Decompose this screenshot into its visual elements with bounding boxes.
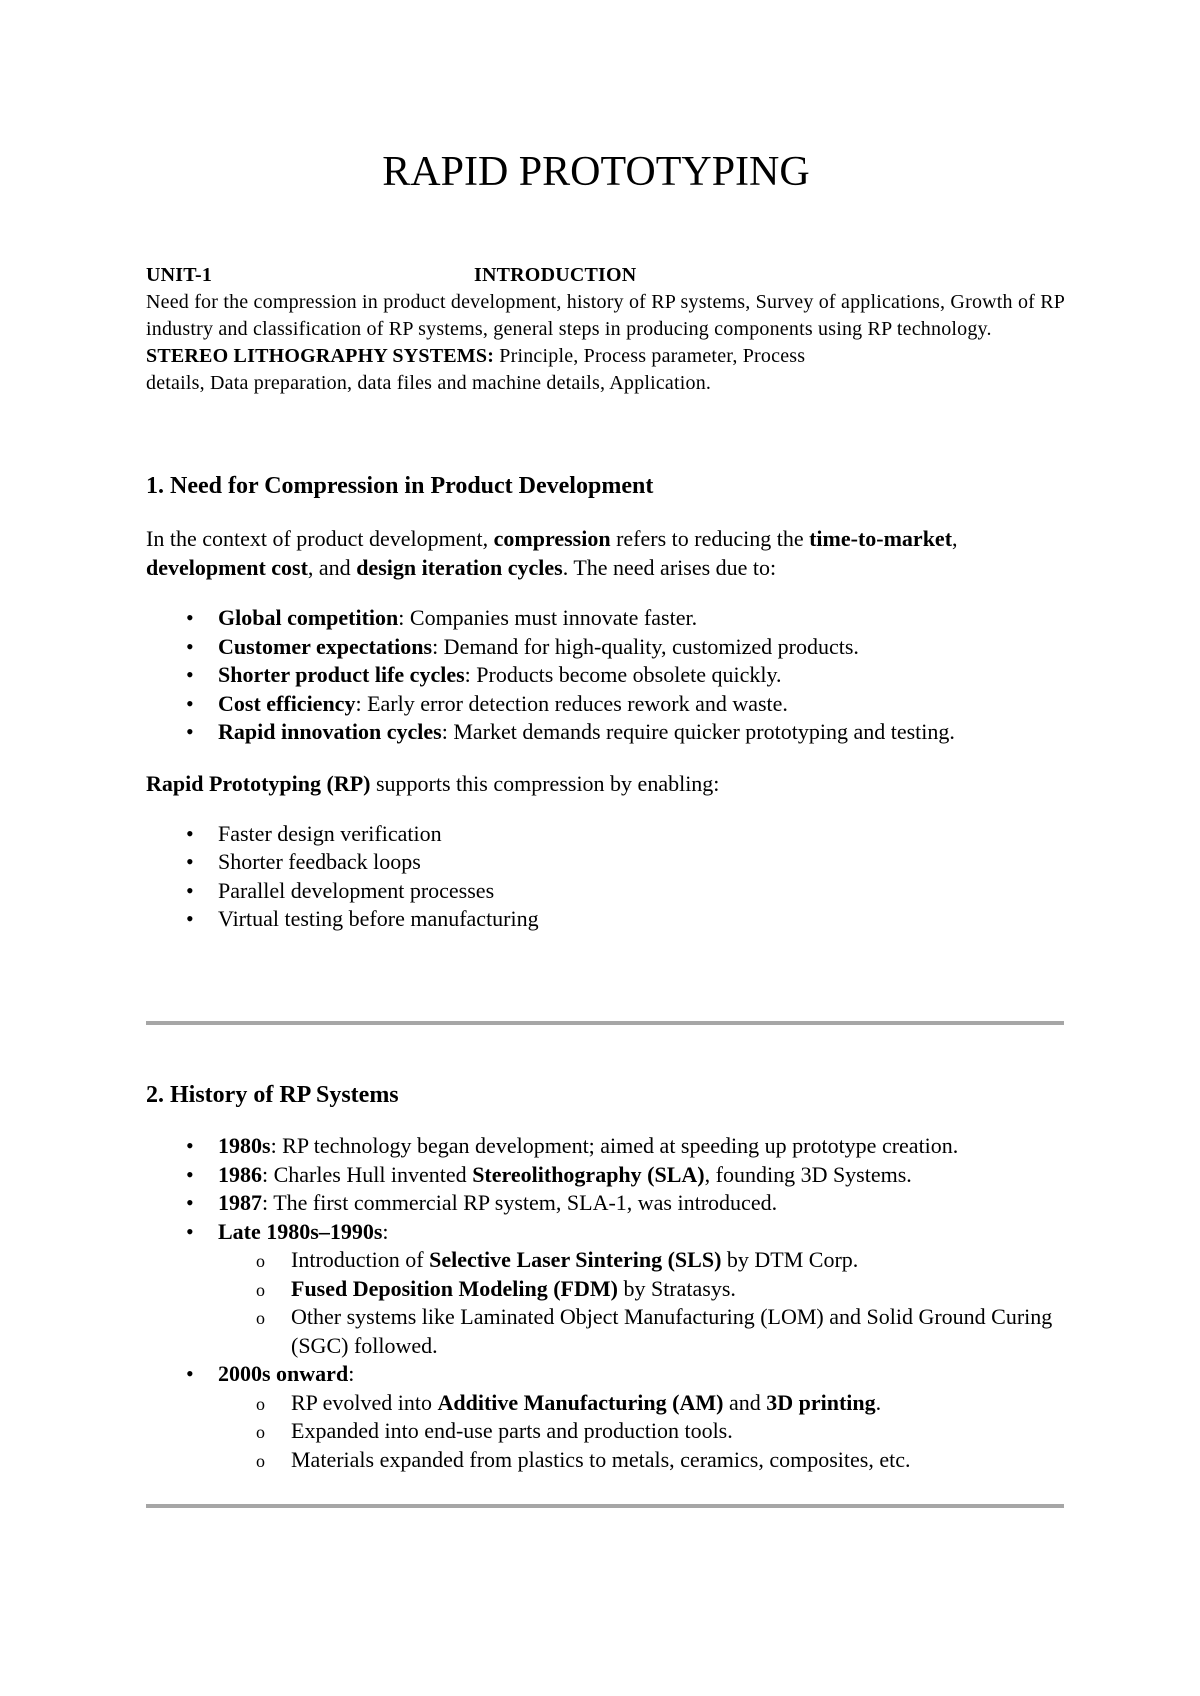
bullet-icon: • (186, 662, 194, 687)
bullet-icon: • (186, 1190, 194, 1215)
item-text: : Products become obsolete quickly. (464, 662, 782, 687)
bullet-icon: • (186, 849, 194, 874)
horizontal-rule (146, 1504, 1064, 1508)
item-bold: 1980s (218, 1133, 271, 1158)
item-text: Shorter feedback loops (218, 849, 421, 874)
bullet-icon: • (186, 820, 194, 846)
document-title: RAPID PROTOTYPING (382, 149, 810, 195)
stereo-lithography-line (146, 343, 1106, 370)
unit-header (146, 262, 1106, 289)
item-text: by Stratasys. (617, 1275, 736, 1301)
item-text: Faster design verification (218, 820, 442, 846)
list-item (146, 877, 1076, 906)
bullet-icon: • (186, 1218, 194, 1244)
item-text: Other systems like Laminated Object Manufacturing (LOM) and Solid Ground Curing (SGC) followed. (291, 1304, 1053, 1358)
sub-list-item (146, 1446, 1076, 1475)
item-bold: Selective Laser Sintering (SLS) (429, 1247, 722, 1272)
intro-bold: development cost (146, 555, 308, 580)
sub-list-item (146, 1389, 1076, 1418)
item-text: , founding 3D Systems. (704, 1161, 912, 1187)
unit-label: UNIT-1 (146, 264, 213, 286)
list-item (146, 1360, 1076, 1389)
intro-bold: compression (493, 526, 611, 551)
sub-bullet-icon: o (256, 1422, 265, 1442)
item-text: : The first commercial RP system, SLA-1, was introduced. (262, 1190, 778, 1215)
section-history-of-rp (146, 1080, 1076, 1474)
sub-list-item (146, 1303, 1076, 1360)
section-heading: 2. History of RP Systems (146, 1082, 399, 1108)
list-item (146, 848, 1076, 877)
rp-intro (146, 769, 1076, 798)
bullet-icon: • (186, 906, 194, 931)
item-text: Materials expanded from plastics to metals, ceramics, composites, etc. (291, 1446, 911, 1472)
section-need-for-compression (146, 471, 1076, 934)
sub-bullet-icon: o (256, 1393, 265, 1414)
section-heading: 1. Need for Compression in Product Development (146, 473, 654, 499)
item-text: : Market demands require quicker prototyping and testing. (441, 719, 955, 744)
bullet-icon: • (186, 1133, 194, 1158)
list-item (146, 820, 1076, 849)
item-bold: 1986 (218, 1161, 262, 1187)
bullet-icon: • (186, 1361, 194, 1386)
sub-bullet-icon: o (256, 1450, 265, 1471)
item-text: : Early error detection reduces rework and waste. (355, 690, 788, 716)
item-text: : (348, 1361, 355, 1386)
item-bold: Cost efficiency (218, 690, 356, 716)
item-bold: Customer expectations (218, 633, 433, 659)
item-text: Introduction of (291, 1247, 430, 1272)
intro-text: , and (307, 555, 357, 580)
history-list (146, 1132, 1076, 1246)
list-item (146, 718, 1076, 747)
2000s-sublist (146, 1389, 1076, 1475)
intro-text: . The need arises due to: (562, 555, 777, 580)
history-list-continued (146, 1360, 1076, 1389)
section-intro (146, 524, 1076, 582)
stereo-lithography-line-2: details, Data preparation, data files and machine details, Application. (146, 372, 712, 394)
list-item (146, 633, 1076, 662)
item-bold: 2000s onward (218, 1361, 349, 1386)
rp-bold: Rapid Prototyping (RP) (146, 770, 371, 796)
item-bold: Rapid innovation cycles (218, 719, 442, 744)
sub-bullet-icon: o (256, 1279, 265, 1300)
item-text: : (382, 1218, 389, 1244)
bullet-icon: • (186, 1161, 194, 1187)
list-item (146, 1161, 1076, 1190)
item-bold: Stereolithography (SLA) (472, 1161, 705, 1187)
stereo-text: Principle, Process parameter, Process (494, 345, 806, 367)
item-text: and (723, 1389, 767, 1415)
item-text: Virtual testing before manufacturing (218, 906, 539, 931)
item-bold: Additive Manufacturing (AM) (437, 1389, 724, 1415)
intro-bold: design iteration cycles (356, 555, 563, 580)
sub-list-item (146, 1246, 1076, 1275)
item-text: : RP technology began development; aimed at speeding up prototype creation. (270, 1133, 959, 1158)
late-1980s-sublist (146, 1246, 1076, 1360)
benefits-list (146, 820, 1076, 934)
sub-bullet-icon: o (256, 1251, 265, 1271)
list-item (146, 1189, 1076, 1218)
item-text: Expanded into end-use parts and production tools. (291, 1418, 733, 1443)
sub-bullet-icon: o (256, 1308, 265, 1328)
item-bold: Late 1980s–1990s (218, 1218, 383, 1244)
item-bold: Fused Deposition Modeling (FDM) (291, 1275, 618, 1301)
sub-list-item (146, 1417, 1076, 1446)
needs-list (146, 604, 1076, 747)
item-bold: Shorter product life cycles (218, 662, 465, 687)
list-item (146, 1218, 1076, 1247)
item-text: : Demand for high-quality, customized products. (432, 633, 859, 659)
item-text: RP evolved into (291, 1389, 438, 1415)
list-item (146, 905, 1076, 934)
item-text: : Charles Hull invented (262, 1161, 473, 1187)
rp-text: supports this compression by enabling: (370, 770, 720, 796)
bullet-icon: • (186, 877, 194, 903)
item-bold: 1987 (218, 1190, 262, 1215)
horizontal-rule (146, 1021, 1064, 1025)
list-item (146, 661, 1076, 690)
item-bold: Global competition (218, 605, 399, 630)
intro-bold: time-to-market (809, 526, 953, 551)
intro-text: refers to reducing the (610, 526, 810, 551)
syllabus-paragraph: Need for the compression in product development, history of RP systems, Survey of applications, Growth of RP industry and classification of RP systems, general steps in producing components using RP technology. (146, 291, 1065, 340)
syllabus-block (146, 262, 1106, 397)
list-item (146, 604, 1076, 633)
item-text: . (875, 1389, 882, 1415)
intro-text: , (952, 526, 958, 551)
item-text: Parallel development processes (218, 877, 495, 903)
item-text: by DTM Corp. (721, 1247, 859, 1272)
bullet-icon: • (186, 605, 194, 630)
unit-topic: INTRODUCTION (474, 264, 637, 286)
bullet-icon: • (186, 719, 194, 744)
list-item (146, 1132, 1076, 1161)
stereo-label: STEREO LITHOGRAPHY SYSTEMS: (146, 345, 495, 367)
item-bold: 3D printing (766, 1389, 876, 1415)
bullet-icon: • (186, 690, 194, 716)
list-item (146, 690, 1076, 719)
item-text: : Companies must innovate faster. (398, 605, 698, 630)
bullet-icon: • (186, 633, 194, 659)
intro-text: In the context of product development, (146, 526, 494, 551)
sub-list-item (146, 1275, 1076, 1304)
